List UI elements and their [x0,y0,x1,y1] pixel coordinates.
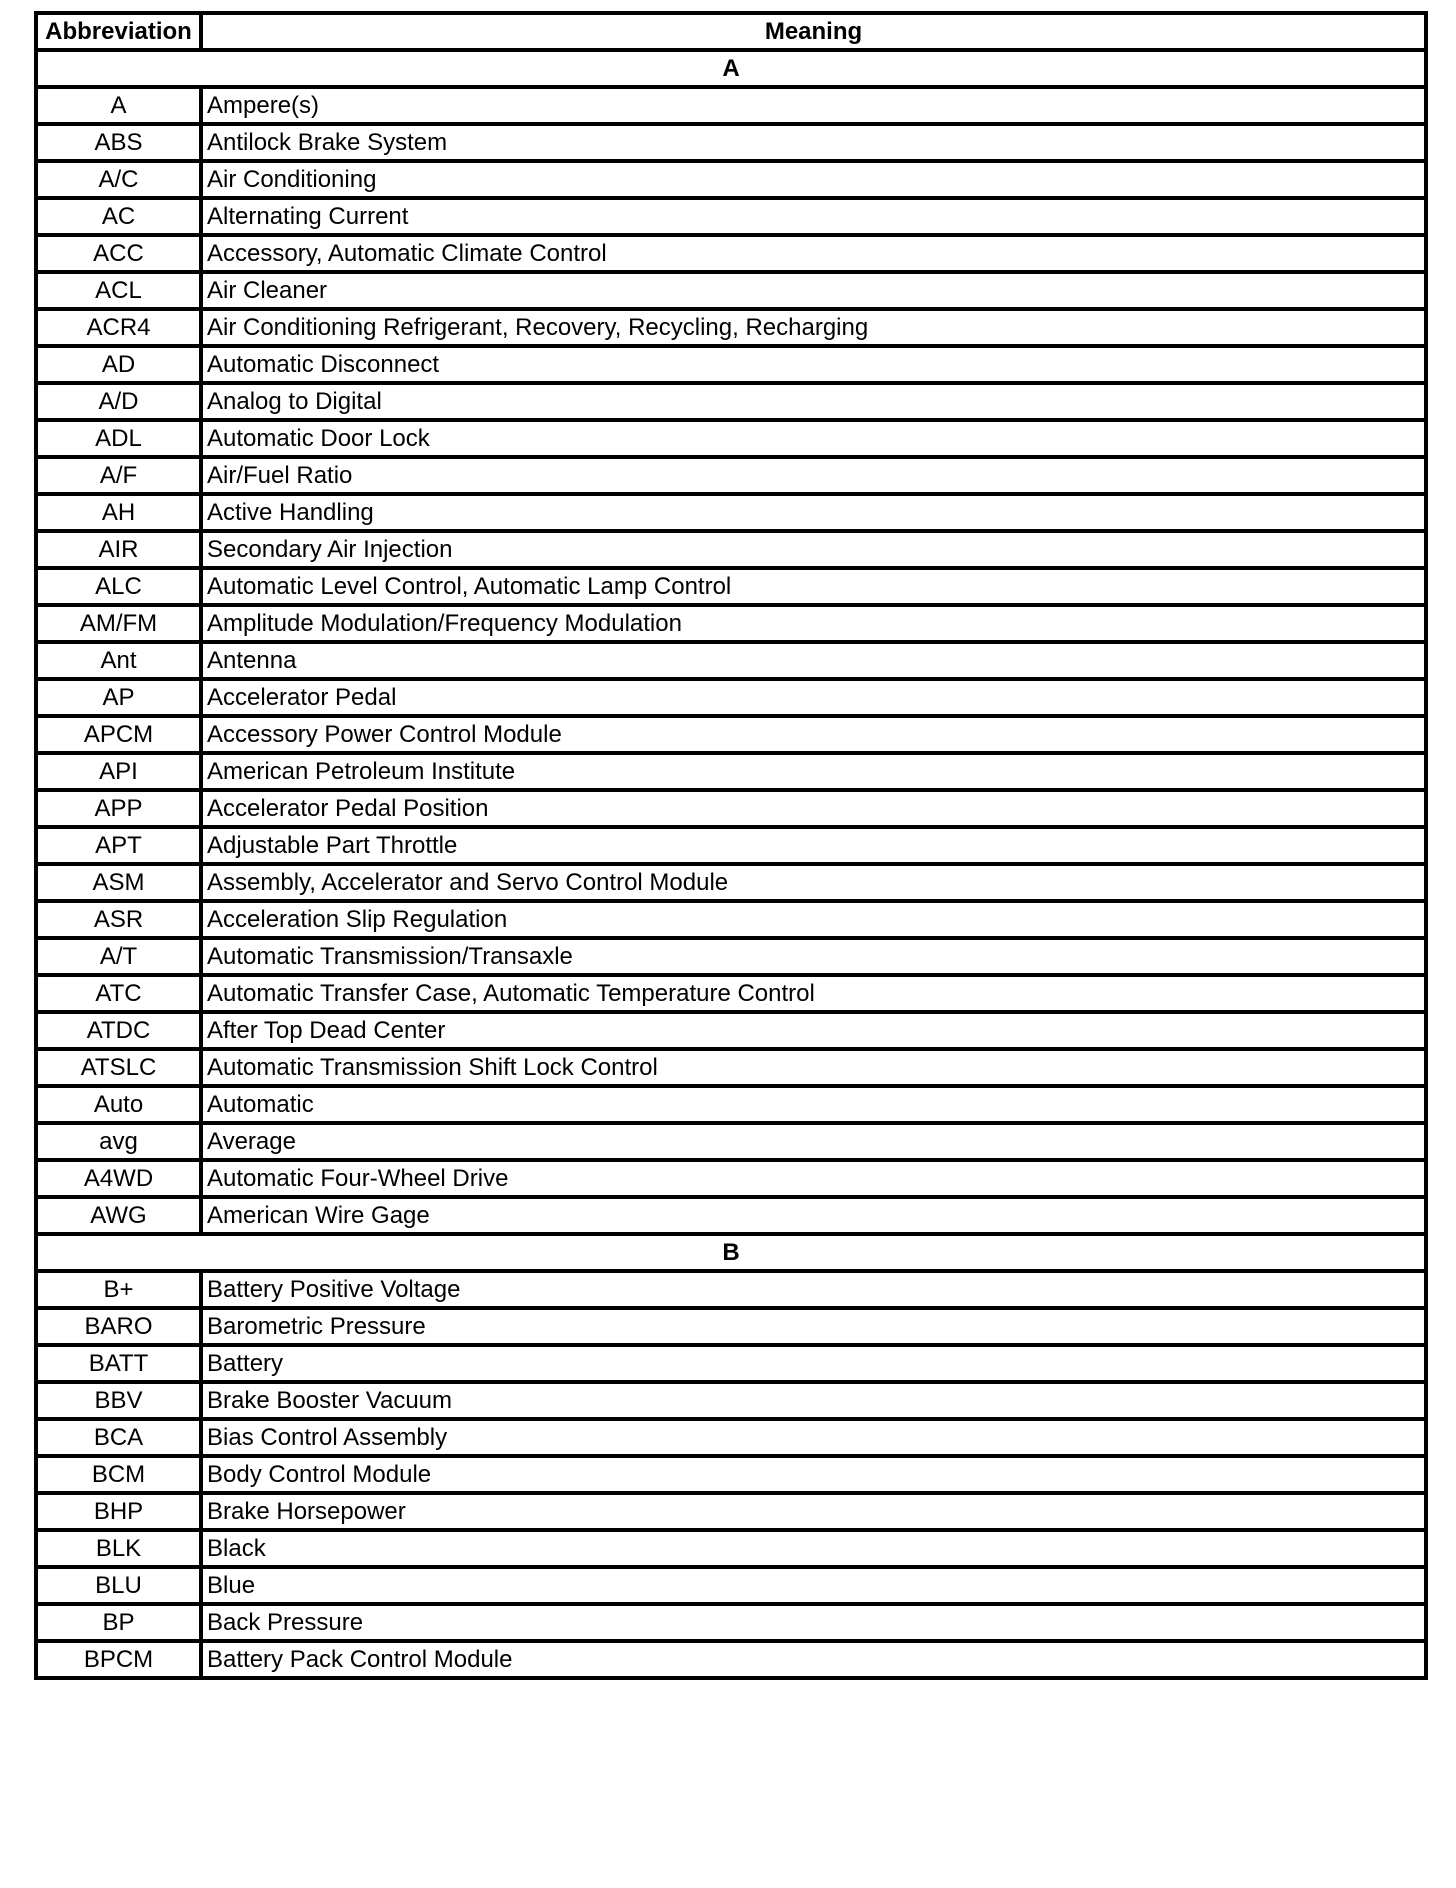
abbreviation-cell: B+ [36,1271,201,1308]
meaning-cell: Automatic [201,1086,1426,1123]
abbreviation-cell: BARO [36,1308,201,1345]
abbreviation-cell: BBV [36,1382,201,1419]
table-row [36,1567,1426,1604]
table-row [36,198,1426,235]
table-row [36,1456,1426,1493]
table-row [36,124,1426,161]
table-row [36,642,1426,679]
table-row [36,1493,1426,1530]
abbreviation-cell: A4WD [36,1160,201,1197]
abbreviation-cell: ATC [36,975,201,1012]
abbreviation-cell: ACR4 [36,309,201,346]
abbreviation-cell: BLK [36,1530,201,1567]
table-row [36,864,1426,901]
abbreviation-cell: BCA [36,1419,201,1456]
meaning-cell: Automatic Transfer Case, Automatic Temperature Control [201,975,1426,1012]
abbreviation-cell: AWG [36,1197,201,1234]
meaning-cell: Alternating Current [201,198,1426,235]
abbreviation-cell: BCM [36,1456,201,1493]
table-row [36,1012,1426,1049]
table-row [36,457,1426,494]
meaning-cell: Back Pressure [201,1604,1426,1641]
abbreviation-cell: ASR [36,901,201,938]
abbreviation-cell: BPCM [36,1641,201,1678]
table-row [36,901,1426,938]
table-row [36,87,1426,124]
table-row [36,1382,1426,1419]
table-row [36,1530,1426,1567]
abbreviation-cell: ATSLC [36,1049,201,1086]
abbreviation-cell: BHP [36,1493,201,1530]
meaning-cell: American Petroleum Institute [201,753,1426,790]
meaning-cell: Antenna [201,642,1426,679]
meaning-cell: American Wire Gage [201,1197,1426,1234]
abbreviation-cell: ATDC [36,1012,201,1049]
abbreviation-cell: ALC [36,568,201,605]
meaning-cell: Active Handling [201,494,1426,531]
abbreviation-column-header: Abbreviation [36,13,201,50]
meaning-cell: Automatic Level Control, Automatic Lamp Control [201,568,1426,605]
abbreviation-cell: A/D [36,383,201,420]
table-row [36,1345,1426,1382]
meaning-cell: Accessory Power Control Module [201,716,1426,753]
meaning-cell: Body Control Module [201,1456,1426,1493]
abbreviation-cell: ASM [36,864,201,901]
header-row [36,13,1426,50]
abbreviation-cell: A/T [36,938,201,975]
meaning-cell: Brake Horsepower [201,1493,1426,1530]
abbreviation-cell: AIR [36,531,201,568]
meaning-cell: Assembly, Accelerator and Servo Control Module [201,864,1426,901]
table-row [36,1308,1426,1345]
table-row [36,1271,1426,1308]
meaning-cell: Blue [201,1567,1426,1604]
abbreviation-cell: avg [36,1123,201,1160]
abbreviation-cell: AC [36,198,201,235]
meaning-cell: Accelerator Pedal [201,679,1426,716]
meaning-cell: Automatic Door Lock [201,420,1426,457]
table-row [36,1641,1426,1678]
table-row [36,753,1426,790]
meaning-cell: Black [201,1530,1426,1567]
meaning-cell: Secondary Air Injection [201,531,1426,568]
table-row [36,309,1426,346]
abbreviation-cell: ABS [36,124,201,161]
table-row [36,161,1426,198]
section-header-row [36,50,1426,87]
meaning-cell: Air/Fuel Ratio [201,457,1426,494]
meaning-cell: Analog to Digital [201,383,1426,420]
table-row [36,605,1426,642]
meaning-cell: Brake Booster Vacuum [201,1382,1426,1419]
abbreviation-cell: BLU [36,1567,201,1604]
abbreviation-table [34,11,1428,1680]
table-row [36,235,1426,272]
table-row [36,790,1426,827]
table-row [36,716,1426,753]
meaning-cell: Automatic Transmission/Transaxle [201,938,1426,975]
abbreviation-cell: APP [36,790,201,827]
meaning-cell: Accessory, Automatic Climate Control [201,235,1426,272]
table-row [36,1197,1426,1234]
table-row [36,346,1426,383]
abbreviation-cell: APT [36,827,201,864]
section-letter: A [36,50,1426,87]
table-row [36,1604,1426,1641]
meaning-cell: Amplitude Modulation/Frequency Modulation [201,605,1426,642]
abbreviation-cell: BP [36,1604,201,1641]
table-row [36,1123,1426,1160]
meaning-cell: Average [201,1123,1426,1160]
meaning-cell: Automatic Transmission Shift Lock Control [201,1049,1426,1086]
table-row [36,1419,1426,1456]
section-letter: B [36,1234,1426,1271]
table-row [36,420,1426,457]
table-row [36,531,1426,568]
meaning-cell: Battery Positive Voltage [201,1271,1426,1308]
abbreviation-cell: APCM [36,716,201,753]
abbreviation-cell: AH [36,494,201,531]
meaning-cell: Adjustable Part Throttle [201,827,1426,864]
table-row [36,938,1426,975]
abbreviation-cell: ADL [36,420,201,457]
meaning-cell: Antilock Brake System [201,124,1426,161]
abbreviation-cell: AM/FM [36,605,201,642]
abbreviation-cell: ACL [36,272,201,309]
meaning-cell: Automatic Disconnect [201,346,1426,383]
table-body [36,50,1426,1678]
meaning-column-header: Meaning [201,13,1426,50]
abbreviation-cell: API [36,753,201,790]
meaning-cell: Barometric Pressure [201,1308,1426,1345]
meaning-cell: Battery Pack Control Module [201,1641,1426,1678]
meaning-cell: Air Conditioning Refrigerant, Recovery, Recycling, Recharging [201,309,1426,346]
table-row [36,494,1426,531]
table-row [36,272,1426,309]
meaning-cell: Air Cleaner [201,272,1426,309]
meaning-cell: Air Conditioning [201,161,1426,198]
abbreviation-cell: A/F [36,457,201,494]
table-row [36,568,1426,605]
abbreviation-cell: A/C [36,161,201,198]
table-row [36,679,1426,716]
abbreviation-cell: AD [36,346,201,383]
meaning-cell: After Top Dead Center [201,1012,1426,1049]
abbreviation-cell: Ant [36,642,201,679]
table-row [36,383,1426,420]
meaning-cell: Bias Control Assembly [201,1419,1426,1456]
abbreviation-cell: BATT [36,1345,201,1382]
abbreviation-cell: AP [36,679,201,716]
meaning-cell: Ampere(s) [201,87,1426,124]
meaning-cell: Battery [201,1345,1426,1382]
section-header-row [36,1234,1426,1271]
table-row [36,827,1426,864]
abbreviation-cell: Auto [36,1086,201,1123]
meaning-cell: Automatic Four-Wheel Drive [201,1160,1426,1197]
abbreviation-cell: A [36,87,201,124]
table-row [36,1086,1426,1123]
abbreviation-cell: ACC [36,235,201,272]
table-row [36,1160,1426,1197]
meaning-cell: Acceleration Slip Regulation [201,901,1426,938]
table-row [36,975,1426,1012]
meaning-cell: Accelerator Pedal Position [201,790,1426,827]
table-row [36,1049,1426,1086]
